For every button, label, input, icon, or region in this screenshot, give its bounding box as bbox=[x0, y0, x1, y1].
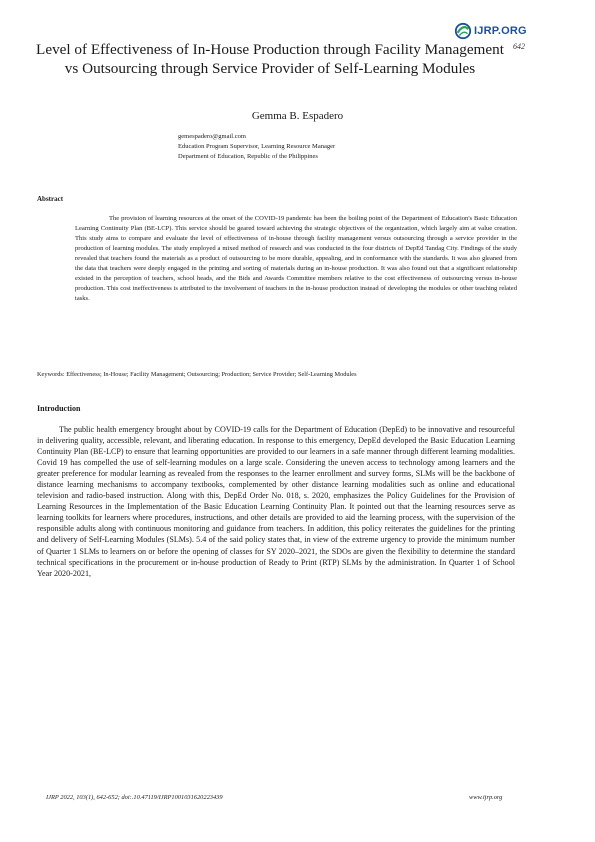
author-name: Gemma B. Espadero bbox=[251, 110, 344, 122]
author-email: gemespadero@gmail.com bbox=[178, 133, 246, 140]
author-affiliation bbox=[178, 132, 335, 162]
journal-logo bbox=[454, 20, 534, 42]
page-number: 642 bbox=[513, 42, 525, 51]
keywords: Keywords: Effectiveness; In-House; Facility Management; Outsourcing; Production; Service Provider; Self-Learning Modules bbox=[37, 371, 357, 378]
abstract-heading: Abstract bbox=[37, 195, 64, 203]
footer-citation: IJRP 2022, 103(1), 642-652; doi:.10.47119/IJRP1001031620223439 bbox=[46, 794, 223, 801]
journal-logo-text: IJRP.ORG bbox=[474, 25, 527, 37]
introduction-heading: Introduction bbox=[37, 404, 81, 413]
globe-leaf-icon bbox=[454, 22, 472, 40]
author-position: Education Program Supervisor, Learning Resource Manager bbox=[178, 143, 336, 150]
introduction-body: The public health emergency brought about by COVID-19 calls for the Department of Education (DepEd) to be innovative and resourceful in delivering quality, accessible, relevant, and liberating education. In response to this emergency, DepEd developed the Basic Education Learning Continuity Plan (BE-LCP) to ensure that learning opportunities are provided to our learners in a safe manner through different learning modalities. Covid 19 has compelled the use of self-learning modules on a large scale. Considering the uneven access to technology among learners and the greater preference for modular learning as revealed from the responses to the learner enrollment and survey forms, SLMs will be the backbone of distance learning mechanisms to accompany textbooks, complemented by other distance learning modalities such as online and educational television and radio-based instruction. Along with this, DepEd Order No. 018, s. 2020, emphasizes the Policy Guidelines for the Provision of Learning Resources in the Implementation of the Basic Education Learning Continuity Plan. It pointed out that the learning resources serve as learning toolkits for learners where procedures, instructions, and other details are provided to aid the learning process, with the supervision of the responsible adults along with continuous monitoring and guidance from teachers. In addition, this policy reiterates the guidelines for the printing and delivery of Self-Learning Modules (SLMs). 5.4 of the said policy states that, in view of the extreme urgency to provide the minimum number of Quarter 1 SLMs to learners on or before the opening of classes for SY 2020–2021, the SDOs are given the flexibility to determine the standard technical specifications in the procurement or in-house production of Ready to Print (RTP) SLMs by the administration. In Quarter 1 of School Year 2020-2021, bbox=[37, 425, 515, 578]
paper-title: Level of Effectiveness of In-House Production through Facility Management vs Outsourcing through Service Provider of Self-Learning Modules bbox=[36, 41, 504, 77]
abstract-text: The provision of learning resources at the onset of the COVID-19 pandemic has been the boiling point of the Department of Education's Basic Education Learning Continuity Plan (BE-LCP). This service should be geared toward achieving the strategic objectives of the organization, which largely aim at value creation. This study aims to compare and evaluate the level of effectiveness of in-house through facility management versus outsourcing through a service provider in the production of learning modules. The study employed a mixed method of research and was conducted in the four districts of DepEd Tandag City. Findings of the study revealed that teachers found the materials as a product of outsourcing to be more durable, appealing, and in conformance with the standards. It was also gleaned from the data that teachers were deeply engaged in the printing and sorting of materials during an in-house production. It was also found out that a significant relationship existed in the perception of teachers, school heads, and the Bids and Awards Committee members relative to the cost effectiveness of outsourcing versus in-house production. This cost ineffectiveness is attributed to the involvement of teachers in the in-house production instead of developing the modules or other teaching related tasks. bbox=[75, 215, 517, 302]
footer-website[interactable]: www.ijrp.org bbox=[469, 794, 503, 801]
author-institution: Department of Education, Republic of the Philippines bbox=[178, 153, 318, 160]
